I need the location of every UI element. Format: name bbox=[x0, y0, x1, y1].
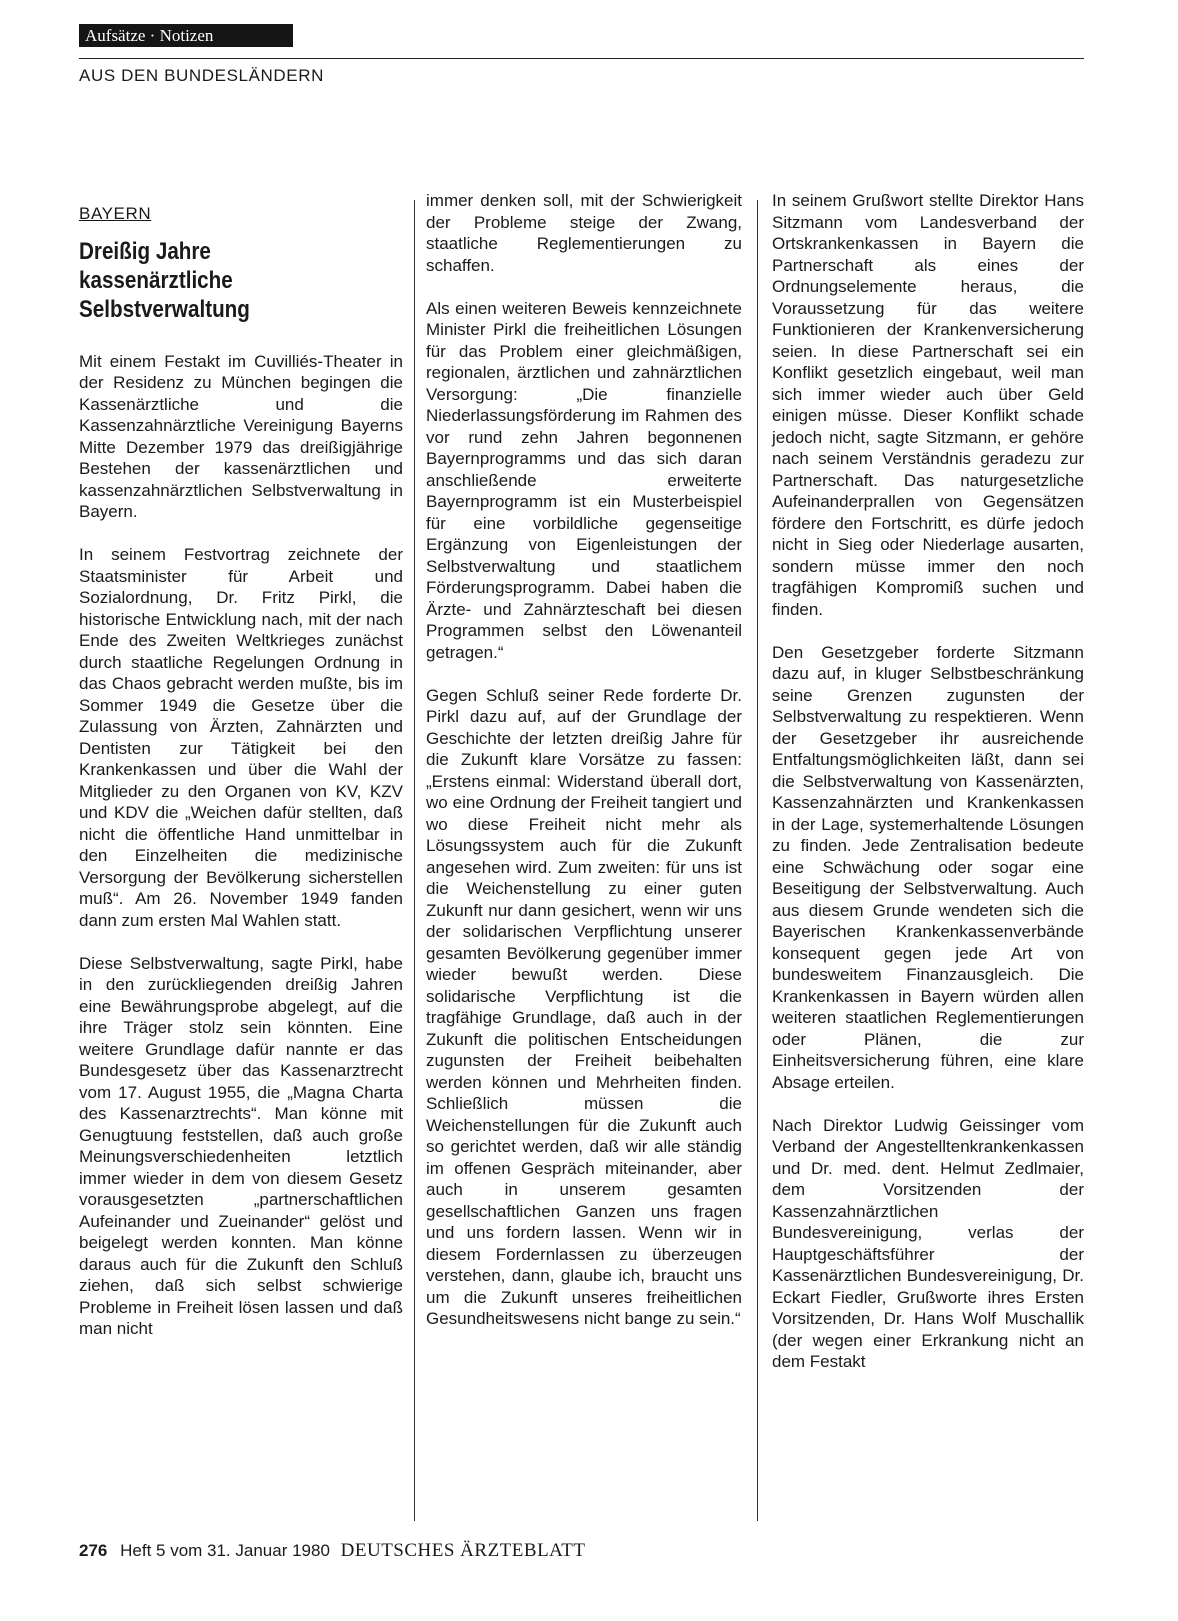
column-divider-2 bbox=[757, 200, 758, 1521]
column-1 bbox=[79, 190, 403, 1361]
magazine-name: DEUTSCHES ÄRZTEBLATT bbox=[340, 1540, 586, 1561]
headline-line: kassenärztliche bbox=[79, 266, 233, 294]
column-2 bbox=[426, 190, 742, 1351]
article-paragraph: Als einen weiteren Beweis kennzeichnete Minister Pirkl die freiheitlichen Lösungen für das Problem einer gleichmäßigen, regionalen, ärztlichen und zahnärztlichen Versorgung: „Die finanzielle Niederlassungsförderung im Rahmen des vor rund zehn Jahren begonnenen Bayernprogramms und das sich daran anschließende erweiterte Bayernprogramm ist ein Musterbeispiel für eine vorbildliche gegenseitige Ergänzung von Eigenleistungen der Selbstverwaltung und staatlichem Förderungsprogramm. Dabei haben die Ärzte- und Zahnärzteschaft bei diesen Programmen selbst den Löwenanteil getragen.“ bbox=[426, 298, 742, 662]
article-paragraph: Gegen Schluß seiner Rede forderte Dr. Pirkl dazu auf, auf der Grundlage der Geschichte der letzten dreißig Jahre für die Zukunft klare Vorsätze zu fassen: „Erstens einmal: Widerstand überall dort, wo eine Ordnung der Freiheit tangiert und wo diese Freiheit nicht mehr als Lösungssystem auch für die Zukunft angesehen wird. Zum zweiten: für uns ist die Weichenstellung zu einer guten Zukunft nur dann gesichert, wenn wir uns der solidarischen Verpflichtung unserer gesamten Bevölkerung gegenüber immer wieder bewußt werden. Diese solidarische Verpflichtung ist die tragfähige Grundlage, daß auch in der Zukunft die politischen Entscheidungen zugunsten der Freiheit beibehalten werden können und Mehrheiten finden. Schließlich müssen die Weichenstellungen für die Zukunft auch so gerichtet werden, daß wir alle ständig im offenen Gespräch miteinander, aber auch in unserem gesamten gesellschaftlichen Ganzen uns fragen und uns fordern lassen. Wenn wir in diesem Fordernlassen zu überzeugen verstehen, dann, glaube ich, braucht uns um die Zukunft unseres freiheitlichen Gesundheitswesens nicht bange zu sein.“ bbox=[426, 685, 742, 1328]
headline-line: Selbstverwaltung bbox=[79, 295, 250, 323]
article-paragraph: In seinem Grußwort stellte Direktor Hans Sitzmann vom Landesverband der Ortskrankenkassen in Bayern die Partnerschaft als eines der Ordnungselemente heraus, die Voraussetzung für das weitere Funktionieren der Krankenversicherung seien. In diese Partnerschaft sei ein Konflikt gesetzlich eingebaut, weil man sich immer wieder auch über Geld einigen müsse. Dieser Konflikt schade jedoch nicht, sagte Sitzmann, er gehöre nach seinem Verständnis geradezu zur Partnerschaft. Das naturgesetzliche Aufeinanderprallen von Gegensätzen fördere den Fortschritt, es dürfe jedoch nicht in Sieg oder Niederlage ausarten, sondern müsse immer den noch tragfähigen Kompromiß suchen und finden. bbox=[772, 191, 1084, 619]
article-paragraph: In seinem Festvortrag zeichnete der Staatsminister für Arbeit und Sozialordnung, Dr. Fritz Pirkl, die historische Entwicklung nach, mit der nach Ende des Zweiten Weltkrieges zunächst durch staatliche Regelungen Ordnung in das Chaos gebracht werden mußte, bis im Sommer 1949 die Gesetze über die Zulassung von Ärzten, Zahnärzten und Dentisten zur Tätigkeit bei den Krankenkassen und über die Wahl der Mitglieder zu den Organen von KV, KZV und KDV die „Weichen dafür stellten, daß nicht die öffentliche Hand unmittelbar in den Einzelheiten die medizinische Versorgung der Bevölkerung sicherstellen muß“. Am 26. November 1949 fanden dann zum ersten Mal Wahlen statt. bbox=[79, 545, 403, 930]
headline-line: Dreißig Jahre bbox=[79, 237, 211, 265]
section-subtitle: AUS DEN BUNDESLÄNDERN bbox=[79, 66, 324, 85]
article-region: BAYERN bbox=[79, 204, 152, 223]
header-rule bbox=[79, 58, 1084, 59]
page-number: 276 bbox=[79, 1541, 108, 1560]
article-paragraph: Diese Selbstverwaltung, sagte Pirkl, habe in den zurückliegenden dreißig Jahren eine Bewährungsprobe abgelegt, auf die ihre Träger stolz sein könnten. Eine weitere Grundlage dafür nannte er das Bundesgesetz über das Kassenarztrecht vom 17. August 1955, die „Magna Charta des Kassenarztrechts“. Man könne mit Genugtuung feststellen, daß auch große Meinungsverschiedenheiten letztlich immer wieder in dem von diesem Gesetz vorausgesetzten „partnerschaftlichen Aufeinander und Zueinander“ gelöst und beigelegt werden konnten. Man könne daraus auch für die Zukunft den Schluß ziehen, daß sich selbst schwierige Probleme in Freiheit lösen lassen und daß man nicht bbox=[79, 953, 403, 1338]
page-footer bbox=[79, 1540, 586, 1562]
issue-info: Heft 5 vom 31. Januar 1980 bbox=[120, 1541, 330, 1560]
article-paragraph: Nach Direktor Ludwig Geissinger vom Verband der Angestelltenkrankenkassen und Dr. med. dent. Helmut Zedlmaier, dem Vorsitzenden der Kassenzahnärztlichen Bundesvereinigung, verlas der Hauptgeschäftsführer der Kassenärztlichen Bundesvereinigung, Dr. Eckart Fiedler, Grußworte ihres Ersten Vorsitzenden, Dr. Hans Wolf Muschallik (der wegen einer Erkrankung nicht an dem Festakt bbox=[772, 1115, 1084, 1371]
column-divider-1 bbox=[414, 200, 415, 1521]
article-paragraph: Mit einem Festakt im Cuvilliés-Theater in der Residenz zu München begingen die Kassenärztliche und die Kassenzahnärztliche Vereinigung Bayerns Mitte Dezember 1979 das dreißigjährige Bestehen der kassenärztlichen und kassenzahnärztlichen Selbstverwaltung in Bayern. bbox=[79, 351, 403, 521]
article-paragraph: Den Gesetzgeber forderte Sitzmann dazu auf, in kluger Selbstbeschränkung seine Grenzen zugunsten der Selbstverwaltung zu respektieren. Wenn der Gesetzgeber ihr ausreichende Entfaltungsmöglichkeiten läßt, dann sei die Selbstverwaltung von Kassenärzten, Kassenzahnärzten und Krankenkassen in der Lage, systemerhaltende Lösungen zu finden. Jede Zentralisation bedeute eine Schwächung oder sogar eine Beseitigung der Selbstverwaltung. Auch aus diesem Grunde wendeten sich die Bayerischen Krankenkassenverbände konsequent gegen jede Art von bundesweitem Finanzausgleich. Die Krankenkassen in Bayern würden allen weiteren staatlichen Reglementierungen oder Plänen, die zur Einheitsversicherung führen, eine klare Absage erteilen. bbox=[772, 642, 1084, 1092]
section-tag: Aufsätze · Notizen bbox=[79, 24, 293, 47]
column-3 bbox=[772, 190, 1084, 1394]
article-paragraph: immer denken soll, mit der Schwierigkeit der Probleme steige der Zwang, staatliche Reglementierungen zu schaffen. bbox=[426, 191, 742, 275]
article-headline bbox=[79, 237, 389, 324]
